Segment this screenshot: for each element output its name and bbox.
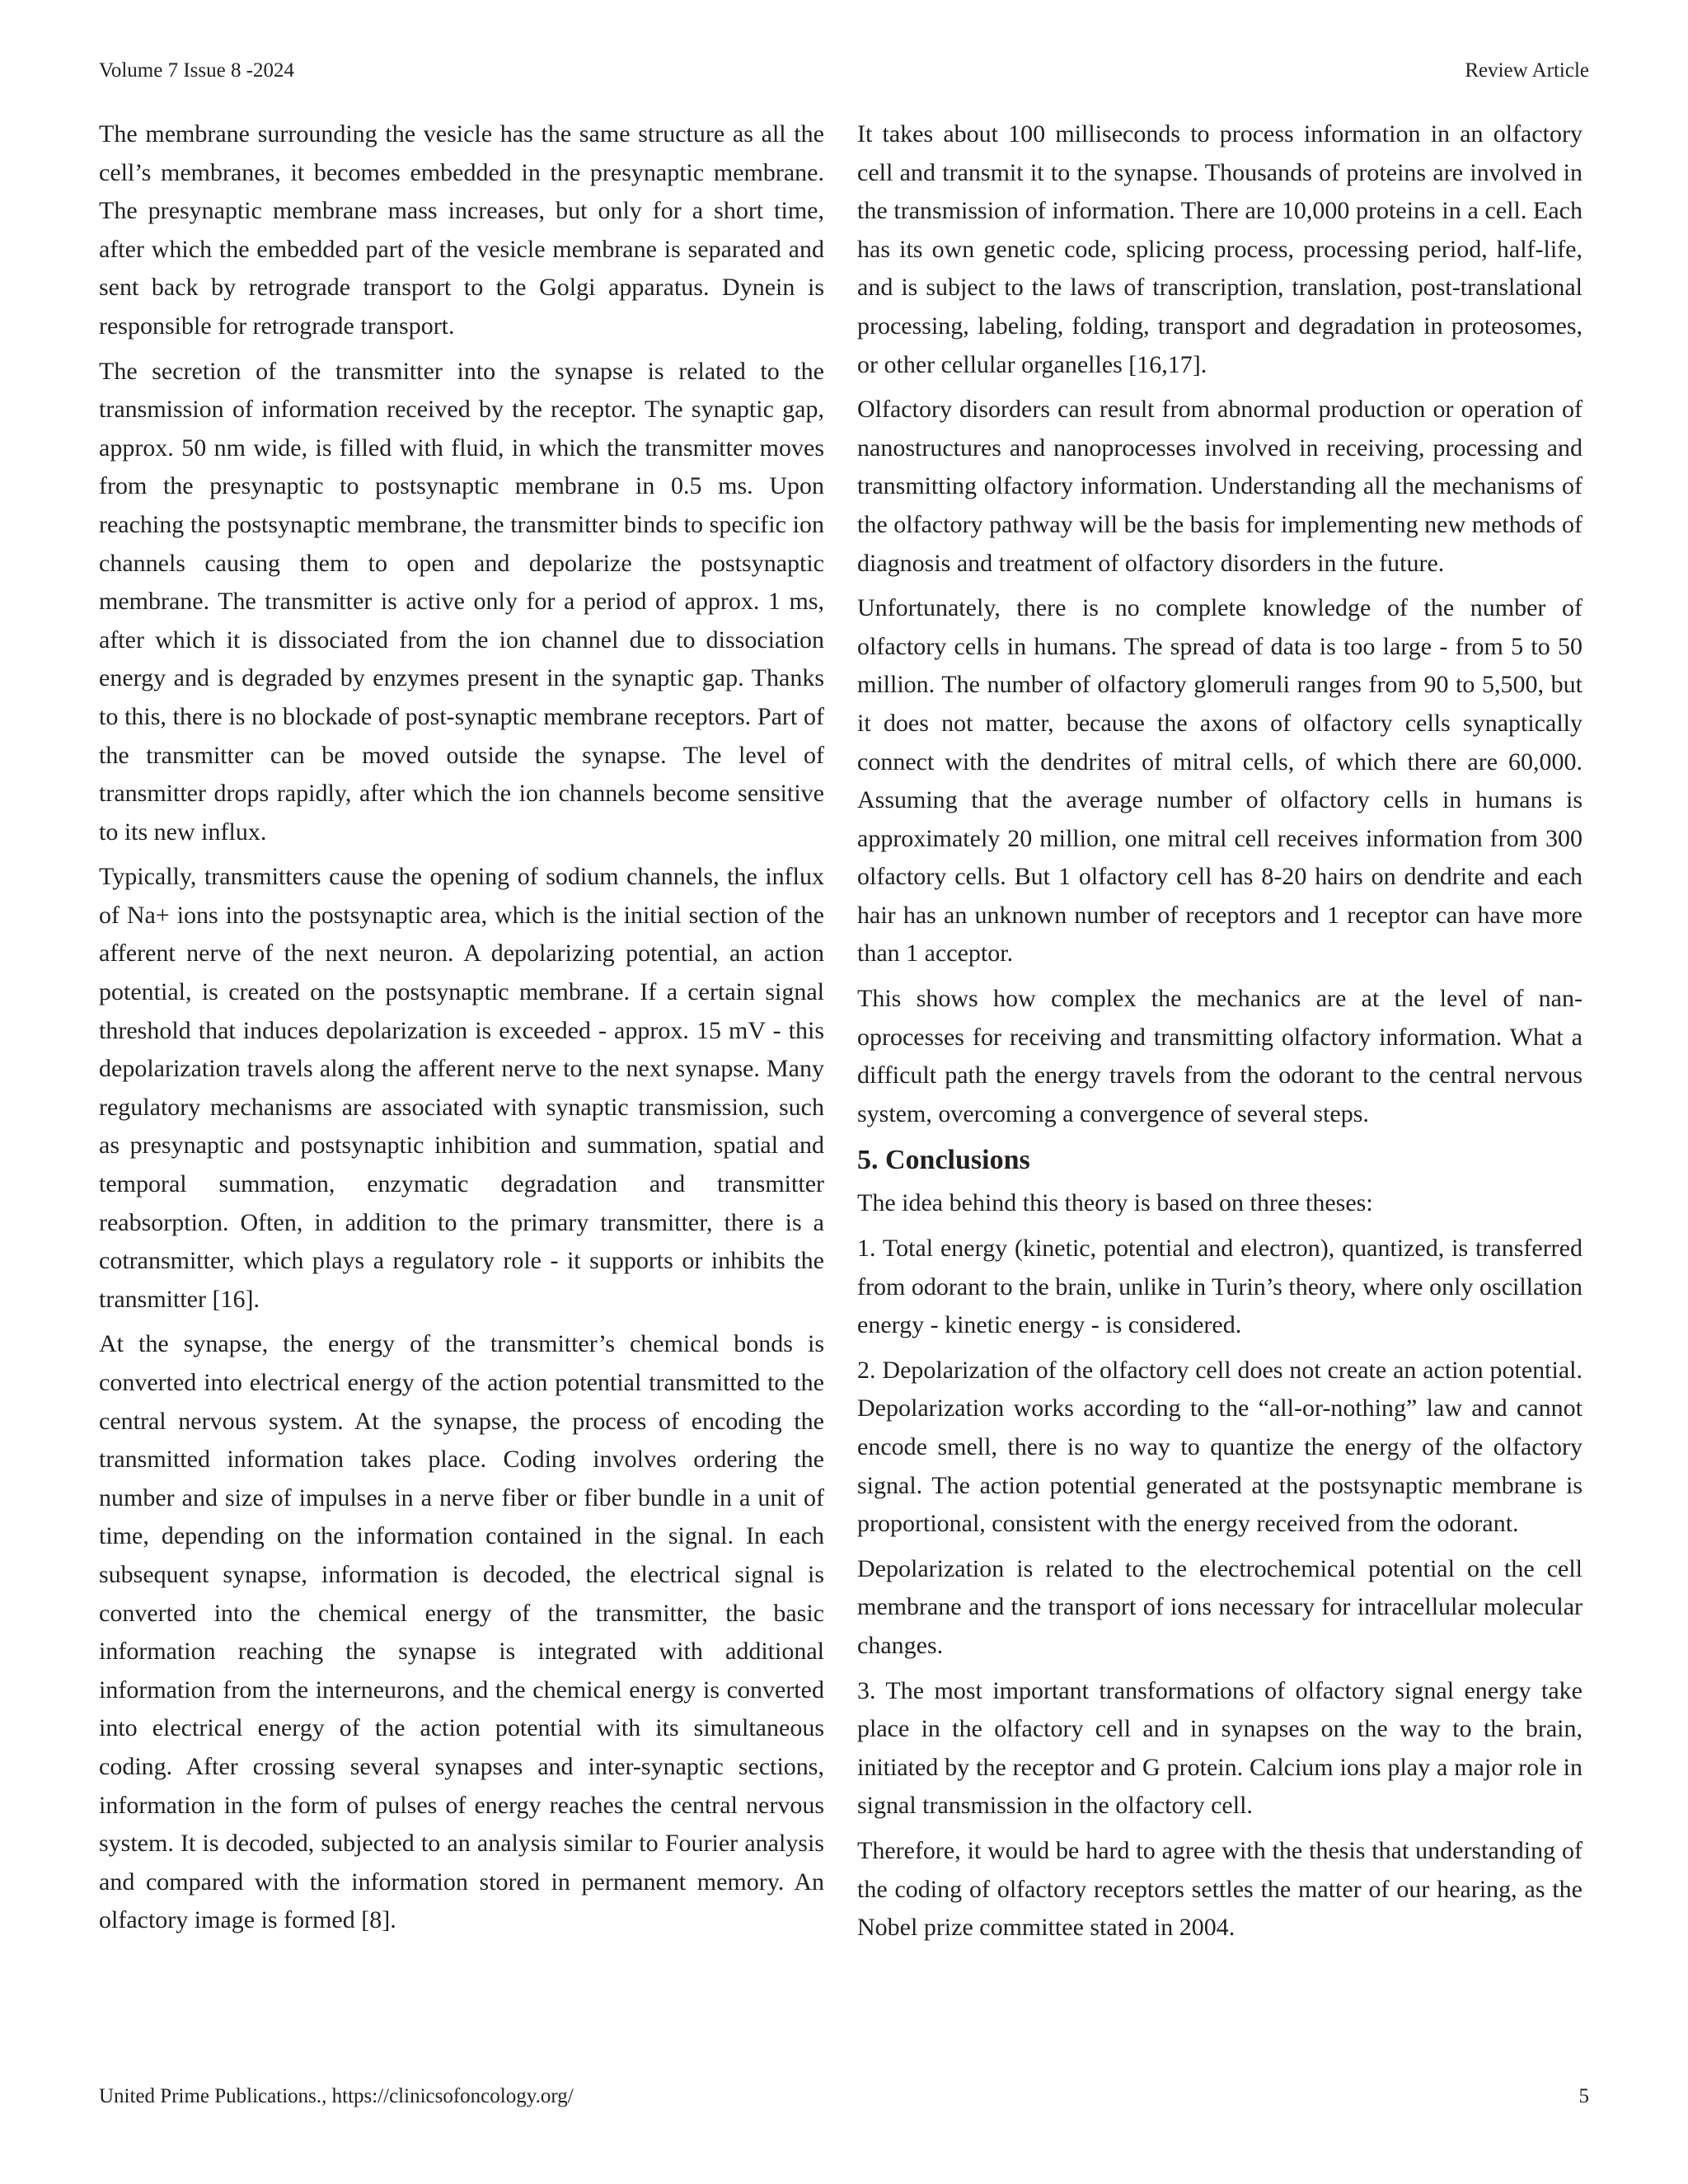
- right-column: [857, 115, 1582, 1954]
- body-paragraph: The membrane surrounding the vesicle has the same structure as all the cell’s membranes, it becomes embedded in the presynaptic membrane. The presynaptic membrane mass increases, but only for a short time, after which the embedded part of the vesicle membrane is separated and sent back by retrograde transport to the Golgi apparatus. Dynein is responsible for retrograde transport.: [99, 120, 824, 340]
- body-paragraph: Olfactory disorders can result from abnormal production or operation of nanostructures and nanoprocesses involved in receiving, processing and transmitting olfactory information. Understanding all the mechanisms of the olfactory pathway will be the basis for implementing new methods of diagnosis and treatment of olfactory disorders in the future.: [857, 396, 1582, 577]
- body-paragraph: Unfortunately, there is no complete knowledge of the number of olfactory cells in humans. The spread of data is too large - from 5 to 50 million. The number of olfactory glomeruli ranges from 90 to 5,500, but it does not matter, because the axons of olfactory cells synaptically connect with the dendrites of mitral cells, of which there are 60,000. Assuming that the average number of olfactory cells in humans is approximately 20 million, one mitral cell receives information from 300 olfactory cells. But 1 olfactory cell has 8-20 hairs on dendrite and each hair has an unknown number of receptors and 1 receptor can have more than 1 acceptor.: [857, 594, 1582, 968]
- article-type: Review Article: [1465, 59, 1589, 82]
- body-paragraph: It takes about 100 milliseconds to process information in an olfactory cell and transmit it to the synapse. Thousands of proteins are involved in the transmission of information. There are 10,000 proteins in a cell. Each has its own genetic code, splicing process, processing period, half-life, and is subject to the laws of transcription, translation, post-translational processing, labeling, folding, transport and degradation in proteosomes, or other cellular organelles [16,17].: [857, 120, 1582, 378]
- left-column: [99, 115, 824, 1947]
- conclusions-paragraph: Therefore, it would be hard to agree with the thesis that understanding of the coding of olfactory receptors settles the matter of our hearing, as the Nobel prize committee stated in 2004.: [857, 1836, 1582, 1942]
- page-footer: [99, 2082, 1589, 2111]
- page-header: [99, 56, 1589, 86]
- conclusions-heading: 5. Conclusions: [857, 1145, 1030, 1176]
- conclusions-paragraph: 2. Depolarization of the olfactory cell does not create an action potential. Depolarization works according to the “all-or-nothing” law and cannot encode smell, there is no way to quantize the energy of the olfactory signal. The action potential generated at the postsynaptic membrane is proportional, consistent with the energy received from the odorant.: [857, 1356, 1582, 1538]
- conclusions-paragraph: The idea behind this theory is based on three theses:: [857, 1189, 1373, 1217]
- conclusions-paragraph: 1. Total energy (kinetic, potential and electron), quantized, is transferred from odorant to the brain, unlike in Turin’s theory, where only oscillation energy - kinetic energy - is considered.: [857, 1235, 1582, 1339]
- page-number: 5: [1578, 2085, 1589, 2107]
- conclusions-paragraph: Depolarization is related to the electrochemical potential on the cell membrane and the transport of ions necessary for intracellular molecular changes.: [857, 1554, 1582, 1659]
- body-paragraph: The secretion of the transmitter into the synapse is related to the transmission of information received by the receptor. The synaptic gap, approx. 50 nm wide, is filled with fluid, in which the transmitter moves from the presynaptic to postsynaptic membrane in 0.5 ms. Upon reaching the postsynaptic membrane, the transmitter binds to specific ion channels causing them to open and depolarize the postsynaptic membrane. The transmitter is active only for a period of approx. 1 ms, after which it is dissociated from the ion channel due to dissociation energy and is degraded by enzymes present in the synaptic gap. Thanks to this, there is no blockade of post-synaptic membrane receptors. Part of the transmitter can be moved outside the synapse. The level of transmitter drops rapidly, after which the ion channels become sensitive to its new influx.: [99, 357, 824, 846]
- body-paragraph: At the synapse, the energy of the transmitter’s chemical bonds is converted into electrical energy of the action potential transmitted to the central nervous system. At the synapse, the process of encoding the transmitted information takes place. Coding involves ordering the number and size of impulses in a nerve fiber or fiber bundle in a unit of time, depending on the information contained in the signal. In each subsequent synapse, information is decoded, the electrical signal is converted into the chemical energy of the transmitter, the basic information reaching the synapse is integrated with additional information from the interneurons, and the chemical energy is converted into electrical energy of the action potential with its simultaneous coding. After crossing several synapses and inter-synaptic sections, information in the form of pulses of energy reaches the central nervous system. It is decoded, subjected to an analysis similar to Fourier analysis and compared with the information stored in permanent memory. An olfactory image is formed [8].: [99, 1330, 824, 1934]
- body-paragraph: This shows how complex the mechanics are at the level of nanoprocesses for receiving and transmitting olfactory information. What a difficult path the energy travels from the odorant to the central nervous system, overcoming a convergence of several steps.: [857, 985, 1582, 1127]
- body-paragraph: Typically, transmitters cause the opening of sodium channels, the influx of Na+ ions into the postsynaptic area, which is the initial section of the afferent nerve of the next neuron. A depolarizing potential, an action potential, is created on the postsynaptic membrane. If a certain signal threshold that induces depolarization is exceeded - approx. 15 mV - this depolarization travels along the afferent nerve to the next synapse. Many regulatory mechanisms are associated with synaptic transmission, such as presynaptic and postsynaptic inhibition and summation, spatial and temporal summation, enzymatic degradation and transmitter reabsorption. Often, in addition to the primary transmitter, there is a cotransmitter, which plays a regulatory role - it supports or inhibits the transmitter [16].: [99, 863, 824, 1313]
- publisher-link[interactable]: United Prime Publications., https://clinicsofoncology.org/: [99, 2085, 574, 2107]
- conclusions-paragraph: 3. The most important transformations of olfactory signal energy take place in the olfactory cell and in synapses on the way to the brain, initiated by the receptor and G protein. Calcium ions play a major role in signal transmission in the olfactory cell.: [857, 1676, 1582, 1820]
- journal-volume: Volume 7 Issue 8 -2024: [99, 59, 295, 82]
